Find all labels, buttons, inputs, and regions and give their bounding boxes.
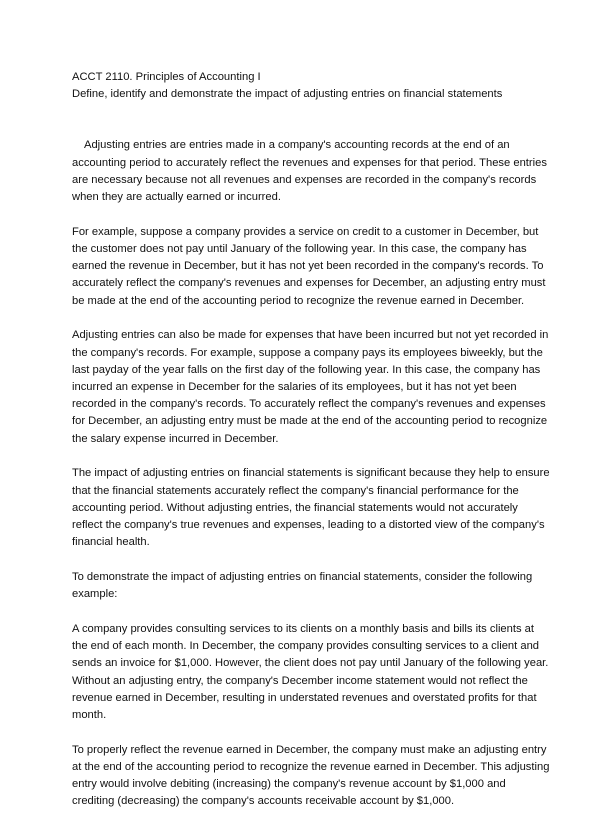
paragraph-consulting-example: A company provides consulting services to its clients on a monthly basis and bills its clients at the end of each month. In December, the company provides consulting services to a client and sends an invoice for $1,000. However, the client does not pay until January of the following year. Without an adjusting entry, the company's December income statement would not reflect the revenue earned in December, resulting in understated revenues and overstated profits for that month. bbox=[72, 623, 549, 722]
paragraph-impact: The impact of adjusting entries on financial statements is significant because they help to ensure that the financial statements accurately reflect the company's financial performance for the accounting period. Without adjusting entries, the financial statements would not accurately reflect the company's true revenues and expenses, leading to a distorted view of the company's financial health. bbox=[72, 467, 550, 549]
paragraph-adjusting-entry: To properly reflect the revenue earned in December, the company must make an adjusting entry at the end of the accounting period to recognize the revenue earned in December. This adjusting entry would involve debiting (increasing) the company's revenue account by $1,000 and crediting (decreasing) the company's accounts receivable account by $1,000. bbox=[72, 743, 550, 808]
course-title: ACCT 2110. Principles of Accounting I bbox=[72, 71, 261, 83]
paragraph-expense-example: Adjusting entries can also be made for expenses that have been incurred but not yet recorded in the company's records. For example, suppose a company pays its employees biweekly, but the last payday of the year falls on the first day of the following year. In this case, the company has incurred an expense in December for the salaries of its employees, but it has not yet been recorded in the company's records. To accurately reflect the company's revenues and expenses for December, an adjusting entry must be made at the end of the accounting period to recognize the salary expense incurred in December. bbox=[72, 329, 549, 445]
document-body bbox=[72, 69, 550, 828]
paragraph-demonstration-intro: To demonstrate the impact of adjusting entries on financial statements, consider the following example: bbox=[72, 571, 533, 601]
paragraph-revenue-example: For example, suppose a company provides a service on credit to a customer in December, but the customer does not pay until January of the following year. In this case, the company has earned the revenue in December, but it has not yet been recorded in the company's records. To accurately reflect the company's revenues and expenses for December, an adjusting entry must be made at the end of the accounting period to recognize the revenue earned in December. bbox=[72, 225, 546, 307]
paragraph-definition: Adjusting entries are entries made in a company's accounting records at the end of an accounting period to accurately reflect the revenues and expenses for that period. These entries are necessary because not all revenues and expenses are recorded in the company's records when they are actually earned or incurred. bbox=[72, 139, 547, 204]
document-subtitle: Define, identify and demonstrate the impact of adjusting entries on financial statements bbox=[72, 88, 503, 101]
